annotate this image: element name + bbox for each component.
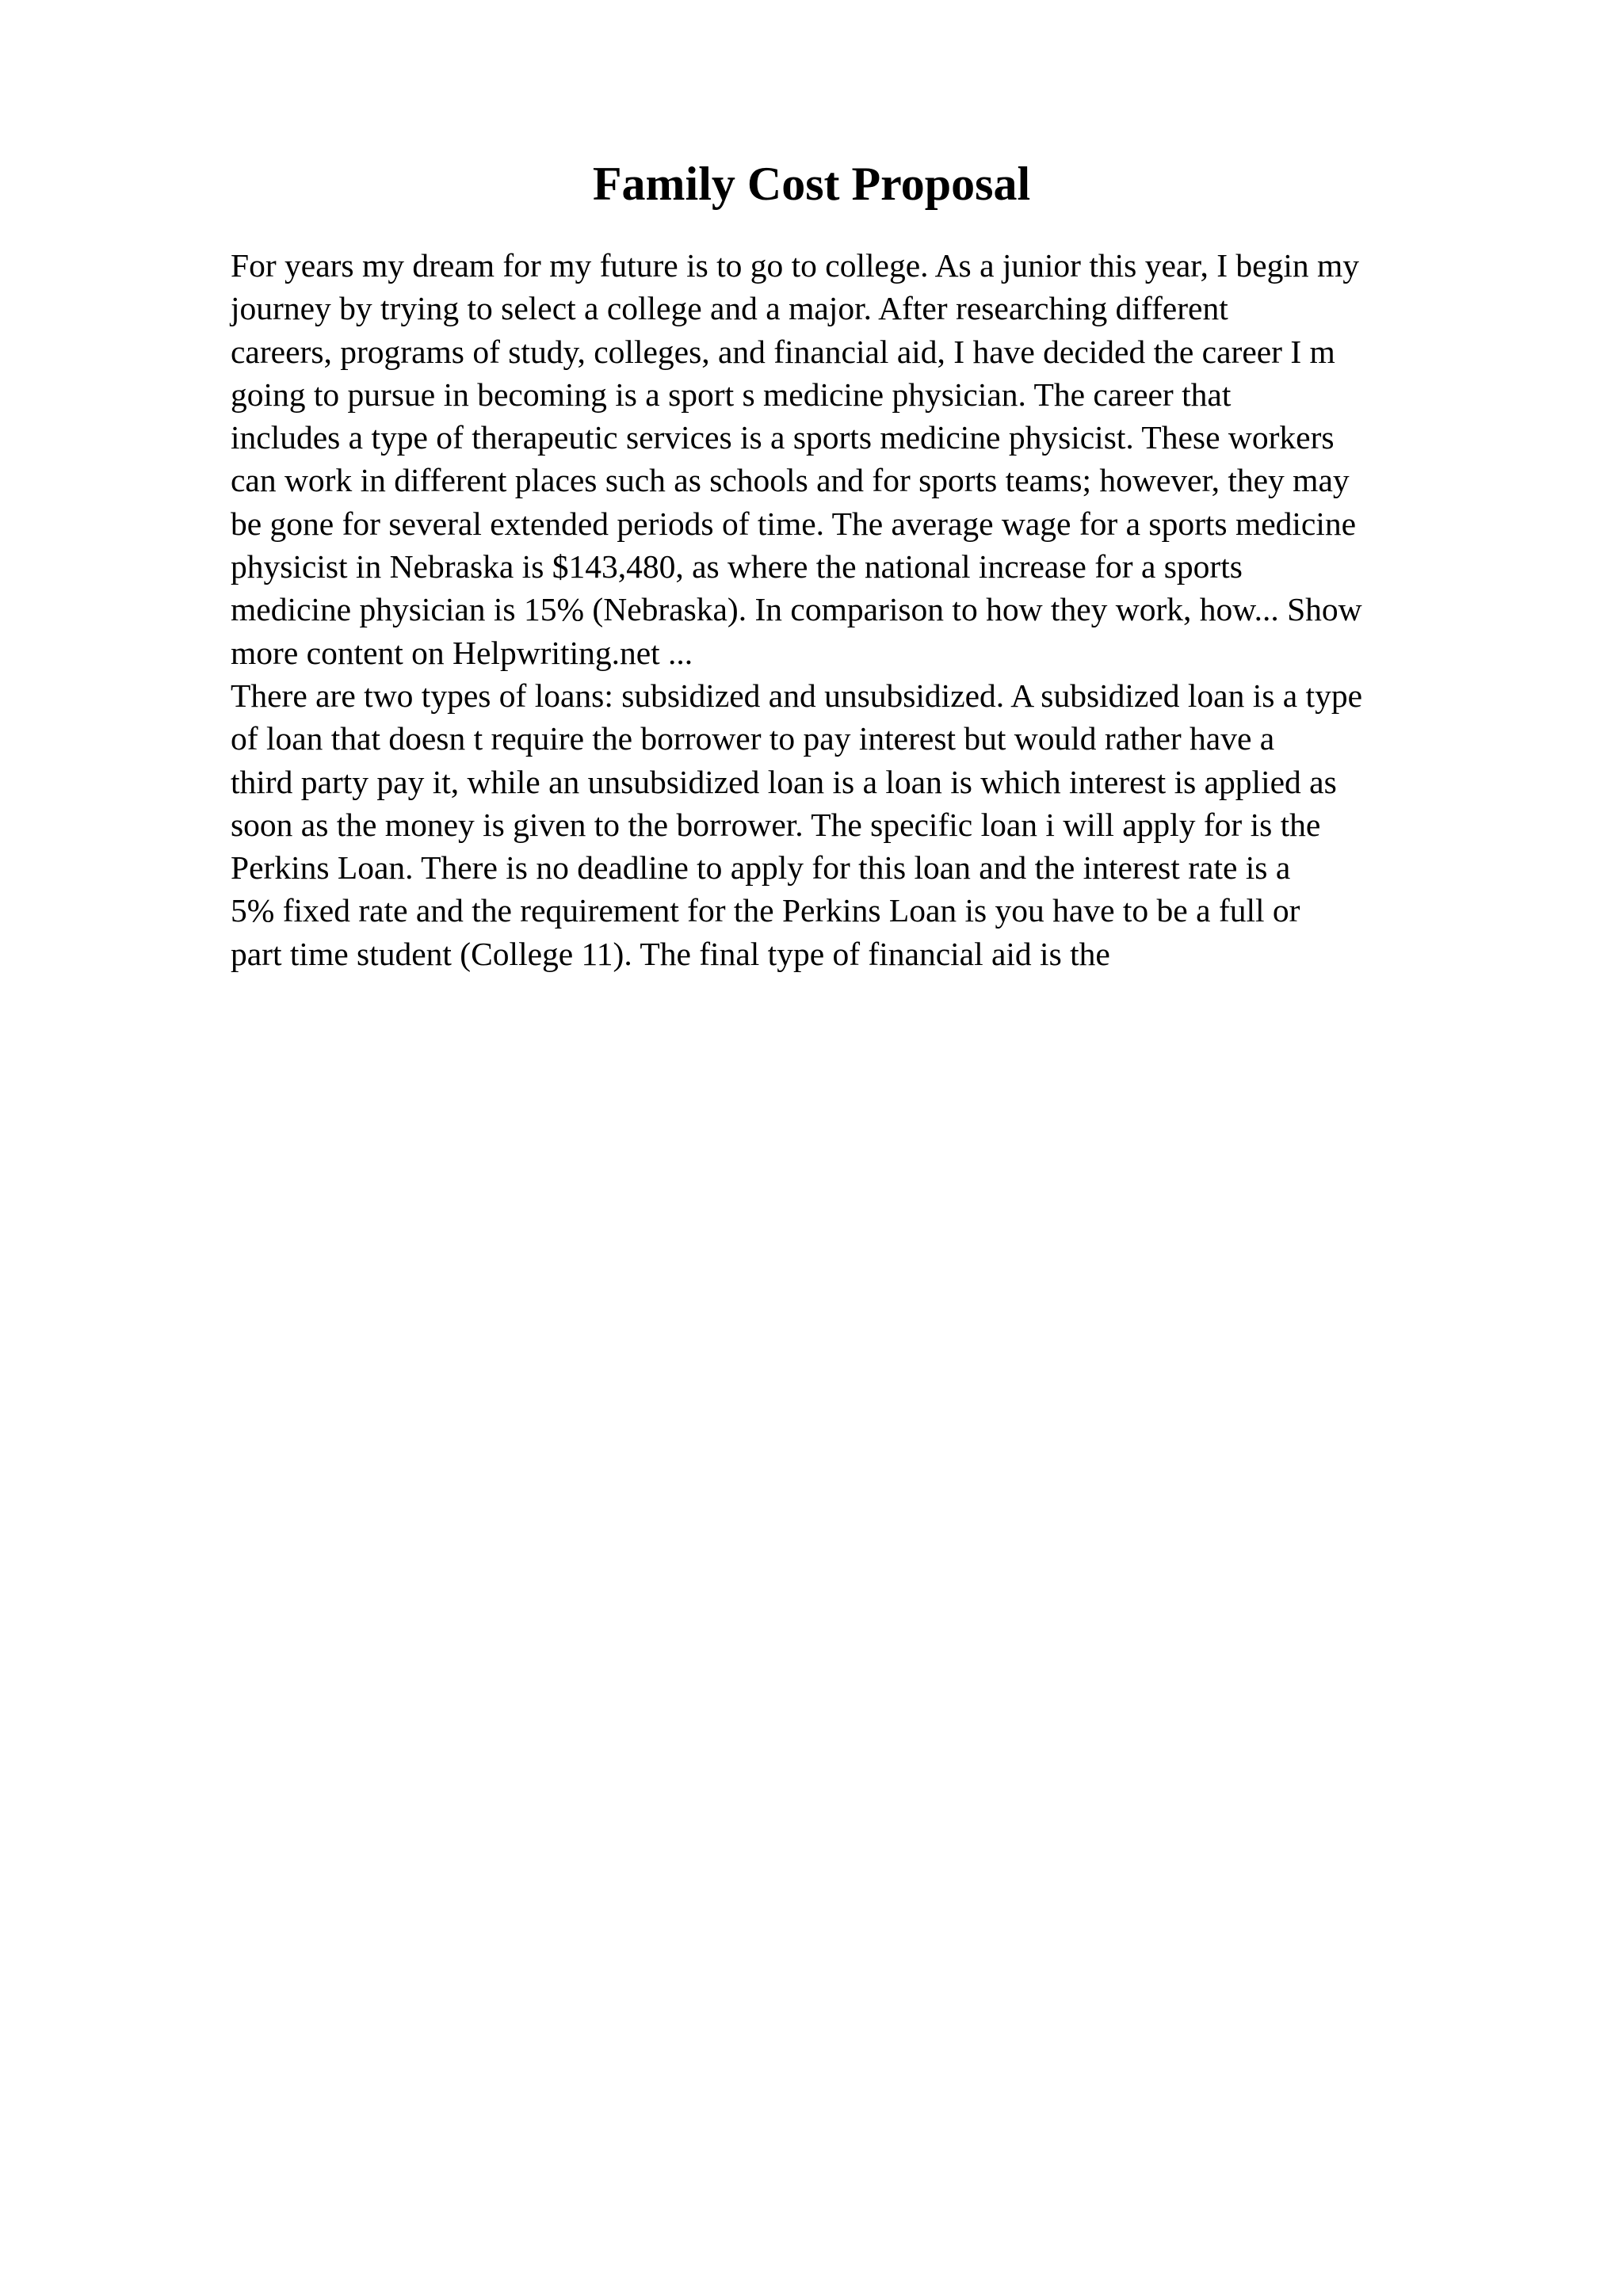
body-line: Perkins Loan. There is no deadline to apply for this loan and the interest rate is a	[231, 849, 1291, 887]
body-line: of loan that doesn t require the borrower to pay interest but would rather have a	[231, 720, 1275, 757]
body-line: careers, programs of study, colleges, and financial aid, I have decided the career I m	[231, 333, 1335, 370]
body-line: can work in different places such as schools and for sports teams; however, they may	[231, 462, 1350, 499]
body-line: For years my dream for my future is to go to college. As a junior this year, I begin my	[231, 247, 1360, 284]
body-line: soon as the money is given to the borrower. The specific loan i will apply for is the	[231, 806, 1321, 843]
body-line: part time student (College 11). The final type of financial aid is the	[231, 935, 1110, 972]
body-line: physicist in Nebraska is $143,480, as where the national increase for a sports	[231, 548, 1243, 585]
body-line: more content on Helpwriting.net ...	[231, 634, 693, 671]
body-line: 5% fixed rate and the requirement for the Perkins Loan is you have to be a full or	[231, 892, 1300, 929]
document-title: Family Cost Proposal	[592, 158, 1031, 210]
body-line: medicine physician is 15% (Nebraska). In comparison to how they work, how... Show	[231, 591, 1362, 628]
body-line: There are two types of loans: subsidized and unsubsidized. A subsidized loan is a type	[231, 677, 1363, 714]
body-line: third party pay it, while an unsubsidized loan is a loan is which interest is applied as	[231, 763, 1337, 800]
body-line: be gone for several extended periods of time. The average wage for a sports medicine	[231, 505, 1357, 542]
body-line: includes a type of therapeutic services is a sports medicine physicist. These workers	[231, 419, 1335, 456]
body-line: going to pursue in becoming is a sport s medicine physician. The career that	[231, 376, 1232, 413]
body-line: journey by trying to select a college and a major. After researching different	[231, 290, 1228, 327]
document-body	[231, 244, 1530, 975]
